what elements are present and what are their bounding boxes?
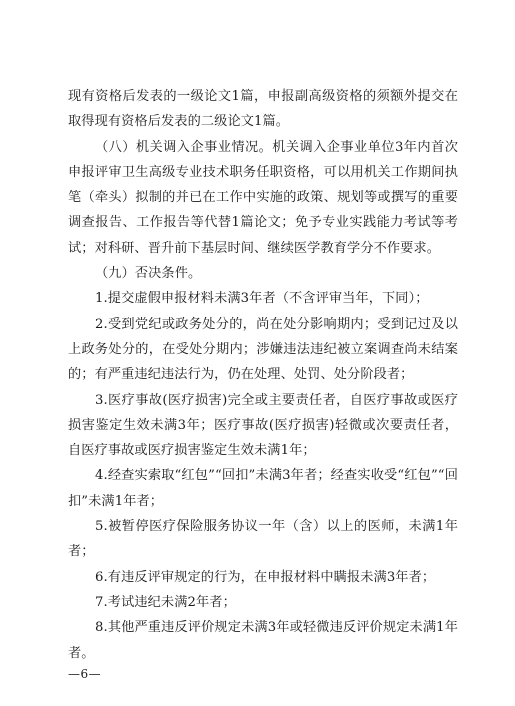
paragraph-condition-1: 1.提交虚假申报材料未满3年者（不含评审当年，下同）； <box>95 291 429 307</box>
paragraph-section-9-heading: （九）否决条件。 <box>95 266 202 282</box>
document-body <box>68 84 458 666</box>
paragraph-condition-7: 7.考试违纪未满2年者； <box>95 594 236 610</box>
paragraph-continuation: 现有资格后发表的一级论文1篇，申报副高级资格的须额外提交在取得现有资格后发表的二级论文1篇。 <box>68 89 458 130</box>
paragraph-condition-5: 5.被暂停医疗保险服务协议一年（含）以上的医师，未满1年者； <box>68 519 458 560</box>
paragraph-condition-2: 2.受到党纪或政务处分的，尚在处分影响期内；受到记过及以上政务处分的，在受处分期内；涉嫌违法违纪被立案调查尚未结案的；有严重违纪违法行为，仍在处理、处罚、处分阶段者； <box>68 316 458 383</box>
paragraph-section-8: （八）机关调入企事业情况。机关调入企事业单位3年内首次申报评审卫生高级专业技术职务任职资格，可以用机关工作期间执笔（牵头）拟制的并已在工作中实施的政策、规划等或撰写的重要调查报告、工作报告等代替1篇论文；免予专业实践能力考试等考试；对科研、晋升前下基层时间、继续医学教育学分不作要求。 <box>68 139 458 256</box>
paragraph-condition-6: 6.有违反评审规定的行为，在申报材料中瞒报未满3年者； <box>95 569 436 585</box>
page-number: —6— <box>68 667 102 681</box>
paragraph-condition-4: 4.经查实索取“红包”“回扣”未满3年者；经查实收受“红包”“回扣”未满1年者； <box>68 468 458 509</box>
paragraph-condition-3: 3.医疗事故(医疗损害)完全或主要责任者，自医疗事故或医疗损害鉴定生效未满3年；医疗事故(医疗损害)轻微或次要责任者，自医疗事故或医疗损害鉴定生效未满1年； <box>68 392 458 459</box>
paragraph-condition-8: 8.其他严重违反评价规定未满3年或轻微违反评价规定未满1年者。 <box>68 620 458 661</box>
